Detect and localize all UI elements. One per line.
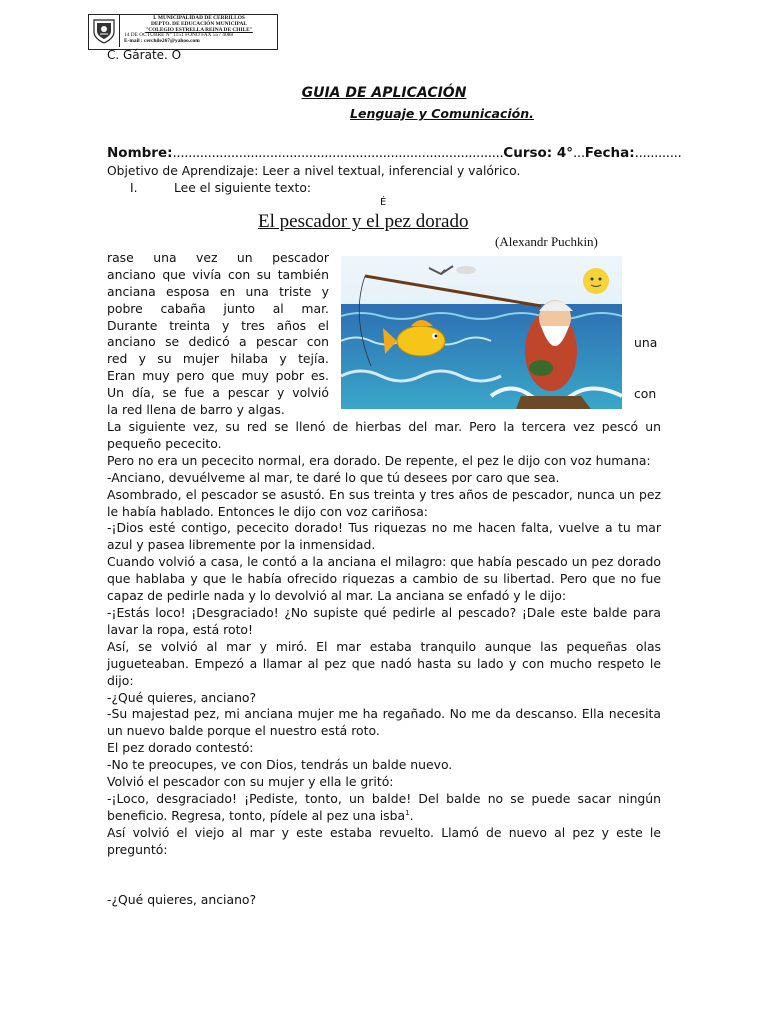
intro-word: años: [276, 317, 307, 333]
student-info-line: [107, 145, 681, 161]
fecha-field[interactable]: ............: [634, 145, 682, 161]
story-paragraph: [107, 470, 661, 487]
story-paragraph: [107, 757, 661, 774]
intro-line: [107, 301, 329, 318]
story-paragraph: [107, 419, 661, 453]
intro-word: pobre: [107, 300, 143, 316]
intro-word: triste: [279, 283, 312, 299]
intro-word: tejía.: [298, 351, 329, 367]
intro-word: pescar: [227, 385, 270, 401]
paragraph-text: -¡Loco, desgraciado! ¡Pediste, tonto, un balde! Del balde no se puede sacar ningún beneficio. Regresa, tonto, pídele al pez una isba: [107, 790, 661, 823]
intro-line: [107, 385, 329, 402]
intro-line: [107, 368, 329, 385]
intro-word: el: [317, 317, 329, 333]
intro-word: día,: [131, 385, 155, 401]
story-paragraph: -¡Loco, desgraciado! ¡Pediste, tonto, un balde! Del balde no se puede sacar ningún beneficio. Regresa, tonto, pídele al pez una isba$^1$.: [107, 790, 661, 823]
wrapped-word-con: con: [634, 386, 657, 401]
school-letterhead: [88, 14, 278, 50]
intro-word: con: [306, 334, 329, 350]
intro-word: anciano: [107, 334, 156, 350]
intro-word: se: [165, 334, 180, 350]
intro-word: de: [180, 402, 196, 418]
story-paragraph: [107, 892, 661, 909]
story-paragraph: [107, 554, 661, 605]
intro-word: su: [256, 266, 272, 282]
intro-word: vez: [196, 250, 218, 265]
intro-word: y: [279, 351, 287, 367]
intro-line: [107, 318, 329, 335]
paragraph-text: Así volvió el viejo al mar y este estaba revuelto. Llamó de nuevo al pez y este le preguntó:: [107, 824, 661, 857]
intro-word: dedicó: [188, 334, 230, 350]
school-crest-icon: [89, 15, 120, 47]
story-paragraph: [107, 740, 661, 757]
intro-line: [107, 402, 329, 419]
intro-word: Un: [107, 385, 124, 401]
letterhead-line: "COLEGIO ESTRELLA REINA DE CHILE": [145, 26, 253, 33]
story-paragraph: [107, 487, 661, 521]
story-author: (Alexandr Puchkin): [495, 234, 598, 249]
curso-label: Curso: 4°: [503, 145, 574, 161]
intro-word: es.: [310, 368, 329, 384]
intro-word: pero: [176, 368, 205, 384]
paragraph-text: Cuando volvió a casa, le contó a la anciana el milagro: que había pescado un pez dorado que hablaba y que le había ofrecido riquezas a cambio de su libertad. Pero que no fue capaz de pedirle nada y lo devolvió al mar. La anciana se enfadó y le dijo:: [107, 554, 661, 604]
page-title: GUIA DE APLICACIÓN: [301, 85, 467, 101]
intro-word: un: [236, 250, 253, 265]
paragraph-text: -¿Qué quieres, anciano?: [107, 891, 257, 907]
story-paragraph: [107, 520, 661, 554]
paragraph-text: -Anciano, devuélveme al mar, te daré lo que tú desees por caro que sea.: [107, 469, 560, 485]
intro-line: [107, 334, 329, 351]
paragraph-text: Así, se volvió al mar y miró. El mar estaba tranquilo aunque las pequeñas olas jugueteaban. Empezó a llamar al pez que nadó hasta su lado y con mucho respeto le dijo:: [107, 638, 661, 688]
intro-word: esposa: [165, 283, 210, 299]
intro-word: Durante: [107, 317, 158, 333]
intro-word: red: [122, 402, 143, 418]
paragraph-text: -¡Dios esté contigo, pececito dorado! Tus riquezas no me hacen falta, vuelve a tu mar azul y pasea libremente por la inmensidad.: [107, 520, 661, 553]
intro-word: a: [212, 385, 220, 401]
intro-word: Eran: [107, 368, 136, 384]
learning-objective: Objetivo de Aprendizaje: Leer a nivel textual, inferencial y valórico.: [107, 164, 521, 178]
intro-word: que: [162, 266, 186, 282]
intro-word: mujer: [182, 351, 219, 367]
intro-word: anciano: [107, 266, 156, 282]
intro-word: mar.: [301, 300, 329, 316]
intro-line: [107, 284, 329, 301]
story-paragraph: [107, 453, 661, 470]
curso-field[interactable]: ...: [573, 145, 585, 161]
intro-word: cabaña: [160, 300, 206, 316]
paragraph-text: El pez dorado contestó:: [107, 740, 254, 756]
intro-word: muy: [241, 368, 269, 384]
intro-word: una: [153, 250, 177, 265]
paragraph-text: La siguiente vez, su red se llenó de hierbas del mar. Pero la tercera vez pescó un pequeño pececito.: [107, 419, 661, 451]
paragraph-text: -¡Estás loco! ¡Desgraciado! ¿No supiste qué pedirle al pescado? ¡Dale este balde para lavar la ropa, está roto!: [107, 604, 661, 637]
fecha-label: Fecha:: [584, 145, 635, 161]
intro-line: [107, 351, 329, 368]
page-subtitle: Lenguaje y Comunicación.: [350, 106, 534, 121]
paragraph-text: Pero no era un pececito normal, era dorado. De repente, el pez le dijo con voz humana:: [107, 452, 651, 468]
instruction-number: I.: [130, 181, 138, 195]
intro-word: y: [236, 402, 244, 418]
intro-word: y: [138, 351, 146, 367]
intro-word: llena: [146, 402, 177, 418]
intro-word: su: [157, 351, 172, 367]
letterhead-line: DEPTO. DE EDUCACIÓN MUNICIPAL: [151, 20, 247, 27]
intro-word: muy: [142, 368, 170, 384]
intro-text-column: [107, 250, 329, 419]
letterhead-line: I. MUNICIPALIDAD DE CERRILLOS: [153, 15, 245, 21]
intro-word: hilaba: [230, 351, 269, 367]
intro-word: una: [245, 283, 269, 299]
wrapped-word-una: una: [634, 335, 658, 350]
paragraph-text: -¿Qué quieres, anciano?: [107, 689, 257, 705]
intro-line: [107, 250, 329, 267]
story-paragraph: [107, 639, 661, 690]
intro-word: también: [277, 266, 329, 282]
story-paragraph: [107, 825, 661, 859]
intro-word: tres: [241, 317, 265, 333]
intro-word: que: [211, 368, 235, 384]
intro-word: anciana: [107, 283, 156, 299]
paragraph-text: -Su majestad pez, mi anciana mujer me ha regañado. No me da descanso. Ella necesita un nuevo balde porque el nuestro está roto.: [107, 706, 661, 739]
intro-word: la: [107, 402, 119, 418]
intro-word: pobr: [275, 368, 305, 384]
footnote-marker: 1: [405, 808, 410, 817]
paragraph-text: Volvió el pescador con su mujer y ella le gritó:: [107, 774, 394, 790]
story-paragraph: [107, 605, 661, 639]
letterhead-line: E-mail : cerchile267@yahoo.com: [124, 38, 200, 45]
intro-word: fue: [184, 385, 205, 401]
story-title: El pescador y el pez dorado: [258, 211, 469, 232]
intro-word: red: [107, 351, 128, 367]
intro-word: treinta: [169, 317, 211, 333]
instruction: [130, 181, 311, 195]
intro-word: vivía: [192, 266, 222, 282]
intro-word: y: [222, 317, 230, 333]
intro-word: a: [239, 334, 247, 350]
intro-word: volvió: [292, 385, 329, 401]
letterhead-line: 14 DE OCTUBRE N° 1151 FONO FAX 557 4088: [124, 32, 234, 39]
intro-word: en: [219, 283, 236, 299]
letterhead-text: [120, 15, 277, 45]
intro-line: [107, 267, 329, 284]
intro-word: rase: [107, 250, 134, 265]
story-paragraph: [107, 690, 661, 707]
intro-word: al: [272, 300, 284, 316]
intro-word: y: [321, 283, 329, 299]
intro-word: pescador: [272, 250, 329, 265]
paragraph-text: -No te preocupes, ve con Dios, tendrás un balde nuevo.: [107, 757, 453, 773]
fisherman-illustration: [341, 256, 622, 409]
nombre-label: Nombre:: [107, 145, 173, 161]
intro-word: algas.: [247, 402, 285, 418]
nombre-field[interactable]: .....................................................................................: [172, 145, 504, 161]
author-initials: C. Gárate. O: [107, 48, 182, 62]
intro-word: barro: [199, 402, 233, 418]
paragraph-text: Asombrado, el pescador se asustó. En sus treinta y tres años de pescador, nunca un pez le había hablado. Entonces le dijo con voz cariñosa:: [107, 486, 661, 519]
intro-word: se: [162, 385, 177, 401]
intro-word: y: [277, 385, 285, 401]
stray-accent-mark: É: [380, 197, 387, 208]
intro-word: junto: [223, 300, 256, 316]
story-paragraph: [107, 774, 661, 791]
story-body: [107, 419, 661, 908]
intro-word: pescar: [255, 334, 298, 350]
instruction-text: Lee el siguiente texto:: [174, 181, 311, 195]
intro-word: con: [227, 266, 251, 282]
story-paragraph: [107, 706, 661, 740]
